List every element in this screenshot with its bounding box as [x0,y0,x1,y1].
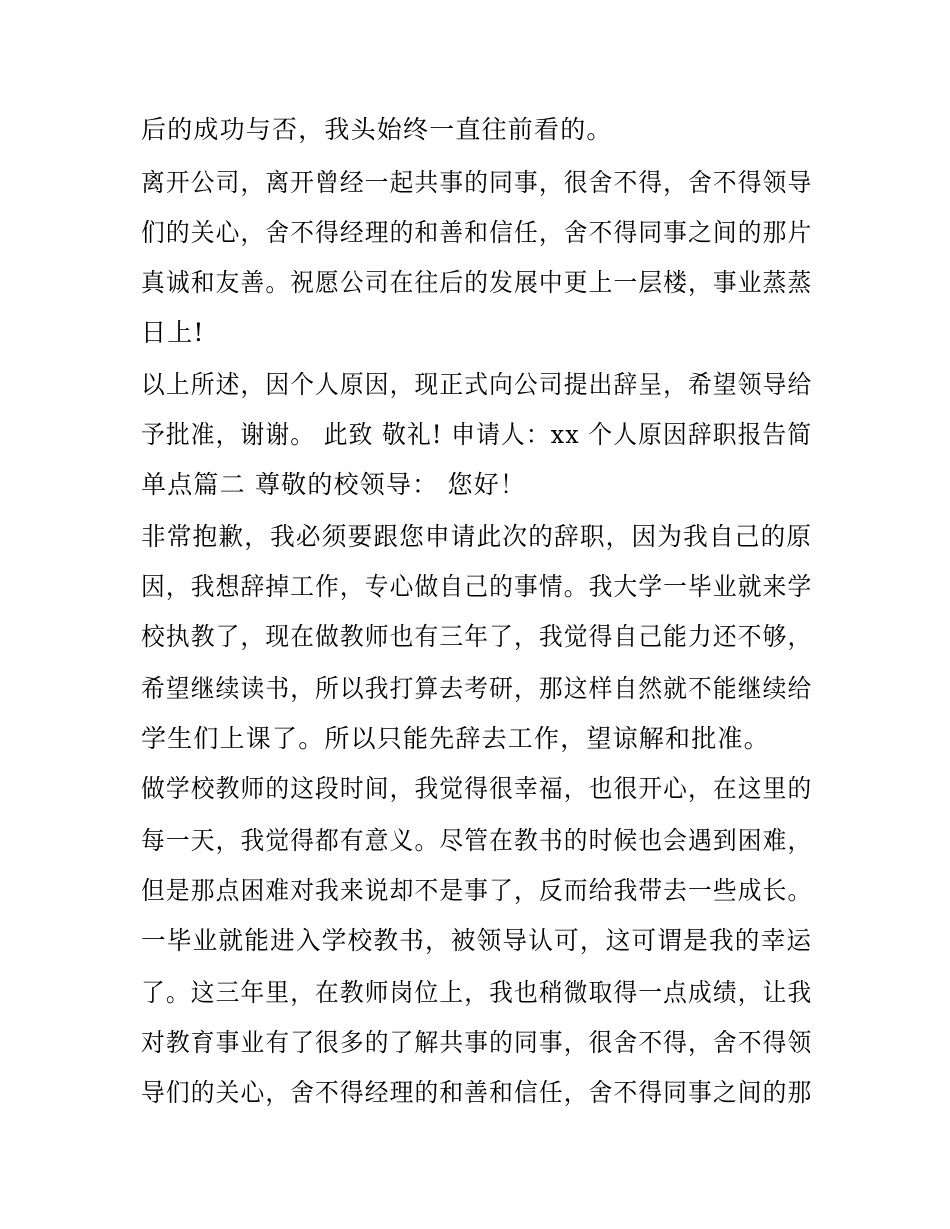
text-line: 真诚和友善。祝愿公司在往后的发展中更上一层楼，事业蒸蒸 [141,268,813,297]
text-line: 做学校教师的这段时间，我觉得很幸福，也很开心，在这里的 [141,774,813,803]
text-line: 希望继续读书，所以我打算去考研，那这样自然就不能继续给 [141,674,813,703]
text-line: 导们的关心，舍不得经理的和善和信任，舍不得同事之间的那 [141,1078,813,1107]
text-line: 单点篇二 尊敬的校领导： 您好！ [141,470,527,499]
text-line: 了。这三年里，在教师岗位上，我也稍微取得一点成绩，让我 [141,978,813,1007]
text-line: 但是那点困难对我来说却不是事了，反而给我带去一些成长。 [141,876,813,905]
text-line: 校执教了，现在做教师也有三年了，我觉得自己能力还不够， [141,622,813,651]
text-line: 因，我想辞掉工作，专心做自己的事情。我大学一毕业就来学 [141,572,813,601]
text-line: 们的关心，舍不得经理的和善和信任，舍不得同事之间的那片 [141,218,813,247]
text-line: 一毕业就能进入学校教书，被领导认可，这可谓是我的幸运 [141,926,813,955]
text-line: 每一天，我觉得都有意义。尽管在教书的时候也会遇到困难， [141,826,813,855]
text-line: 离开公司，离开曾经一起共事的同事，很舍不得，舍不得领导 [141,168,813,197]
text-line: 予批准，谢谢。 此致 敬礼! 申请人：xx 个人原因辞职报告简 [141,420,813,449]
text-line: 日上! [141,318,205,347]
text-line: 对教育事业有了很多的了解共事的同事，很舍不得，舍不得领 [141,1028,813,1057]
text-line: 非常抱歉，我必须要跟您申请此次的辞职，因为我自己的原 [141,522,813,551]
text-line: 学生们上课了。所以只能先辞去工作，望谅解和批准。 [141,724,770,753]
text-line: 以上所述，因个人原因，现正式向公司提出辞呈，希望领导给 [141,370,813,399]
text-line: 后的成功与否，我头始终一直往前看的。 [141,115,613,144]
